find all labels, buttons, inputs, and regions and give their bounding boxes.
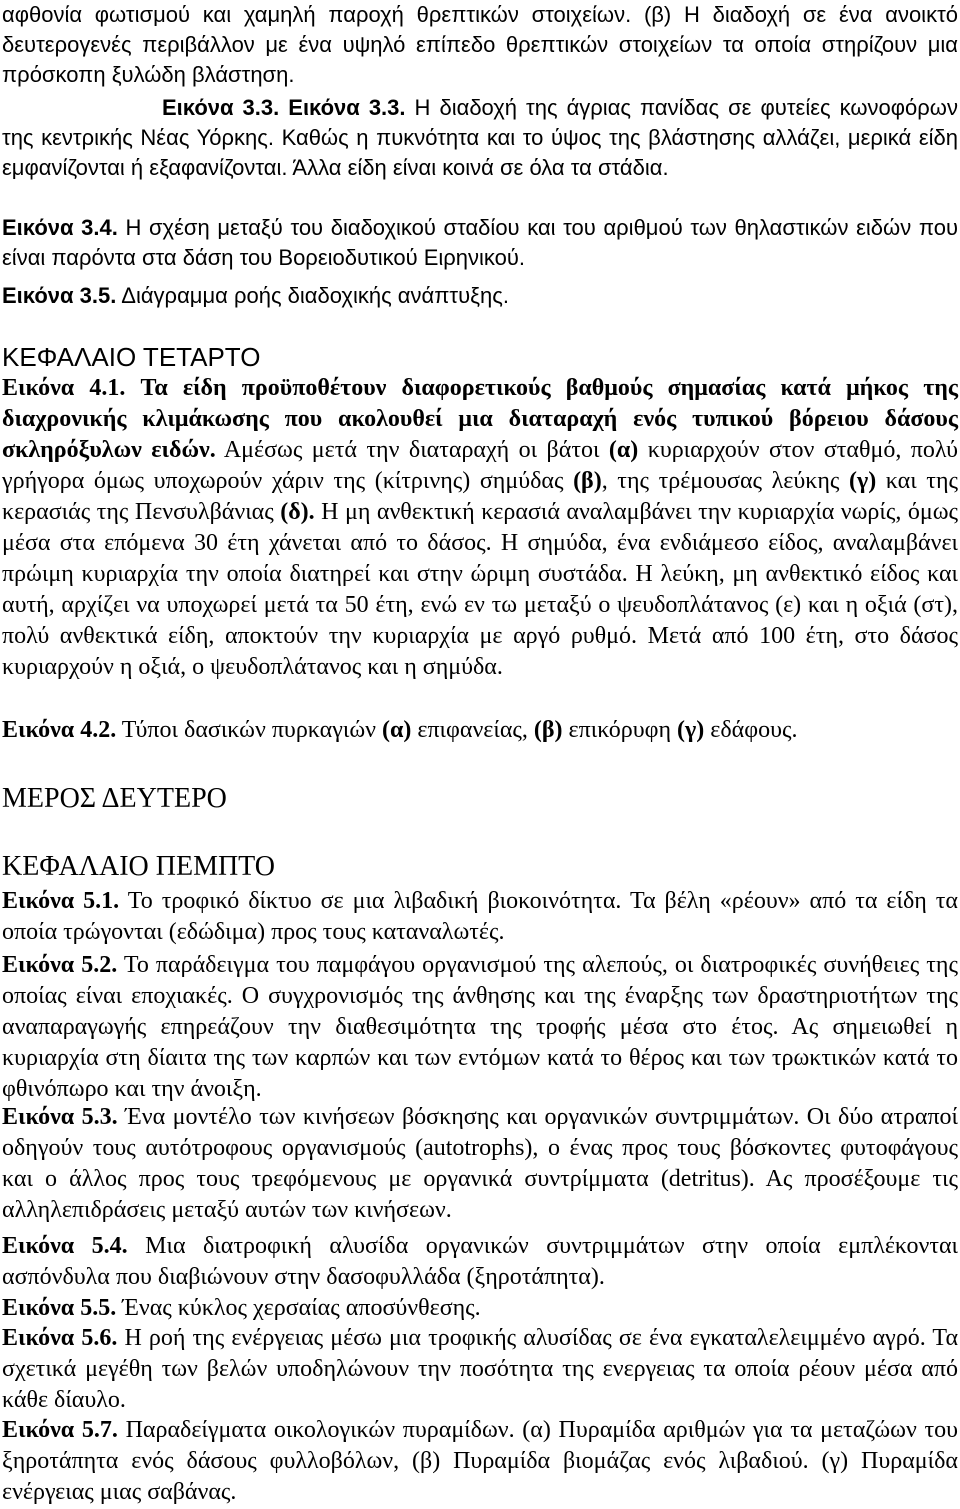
chapter-title: ΚΕΦΑΛΑΙΟ ΤΕΤΑΡΤΟ [2, 342, 261, 372]
caption-label: Εικόνα 5.3. [2, 1104, 118, 1130]
caption-text: Η σχέση μεταξύ του διαδοχικού σταδίου και του αριθμού των θηλαστικών ειδών που είναι παρόντα στα δάση του Βορειοδυτικού Ειρηνικού. [2, 215, 958, 270]
caption-fig-5-1 [2, 886, 958, 948]
intro-paragraph [2, 0, 958, 90]
marker-c: (γ) [848, 468, 877, 494]
caption-label: Εικόνα 3.5. [2, 283, 117, 308]
caption-fig-4-2 [2, 715, 958, 746]
caption-label: Εικόνα 3.4. [2, 215, 118, 240]
caption-label: Εικόνα 3.3. Εικόνα 3.3. [162, 95, 406, 120]
caption-bold-text: Τα είδη προϋποθέτουν διαφορετικούς βαθμούς σημασίας κατά μήκος της διαχρονικής κλιμάκωσης που ακολουθεί μια διαταραχή ενός τυπικού βόρειου δάσους σκληρόξυλων ειδών. [2, 375, 959, 463]
caption-text: Η ροή της ενέργειας μέσω μια τροφικής αλυσίδας σε ένα εγκαταλελειμμένο αγρό. Τα σχετικά μεγέθη των βελών υποδηλώνουν την ποσότητα της ενεργειας τα οποία ρέουν μέσα από κάθε δίαυλο. [2, 1325, 959, 1413]
caption-fig-3-4 [2, 213, 958, 273]
caption-text: Ένας κύκλος χερσαίας αποσύνθεσης. [122, 1295, 481, 1321]
chapter-heading-4 [2, 341, 958, 373]
caption-text: Μια διατροφική αλυσίδα οργανικών συντριμμάτων στην οποία εμπλέκονται ασπόνδυλα που διαβιώνουν στην δασοφυλλάδα (ξηροτάπητα). [2, 1233, 958, 1290]
caption-text: Το παράδειγμα του παμφάγου οργανισμού της αλεπούς, οι διατροφικές συνήθειες της οποίας είναι εποχιακές. Ο συγχρονισμός της άνθησης και της έναρξης των δραστηριοτήτων της αναπαραγωγής επηρεάζουν την διαθεσιμότητα της τροφής μέσα στο έτος. Ας σημειωθεί η κυριαρχία στη δίαιτα της των καρπών και των εντόμων κατά το θέρος και των τρωκτικών κατά το φθινόπωρο και την άνοιξη. [2, 952, 958, 1102]
caption-label: Εικόνα 5.6. [2, 1325, 118, 1351]
part-title: ΜΕΡΟΣ ΔΕΥΤΕΡΟ [2, 783, 227, 814]
marker-a: (α) [608, 437, 639, 463]
caption-text-part: Τύποι δασικών πυρκαγιών [121, 717, 376, 743]
caption-text-part: , της τρέμουσας λεύκης [601, 468, 840, 494]
caption-label: Εικόνα 4.1. [2, 375, 126, 401]
caption-text-part: εδάφους. [710, 717, 798, 743]
caption-text: Το τροφικό δίκτυο σε μια λιβαδική βιοκοινότητα. Τα βέλη «ρέουν» από τα είδη τα οποία τρώγονται (εδώδιμα) προς τους καταναλωτές. [2, 888, 959, 945]
caption-label: Εικόνα 5.1. [2, 888, 120, 914]
chapter-title: ΚΕΦΑΛΑΙΟ ΠΕΜΠΤΟ [2, 851, 275, 882]
caption-text: Παραδείγματα οικολογικών πυραμίδων. (α) Πυραμίδα αριθμών για τα μεταζώων του ξηροτάπητα ενός δάσους φυλλοβόλων, (β) Πυραμίδα βιομάζας ενός λιβαδιού. (γ) Πυραμίδα ενέργειας μιας σαβάνας. [2, 1417, 959, 1505]
caption-text-part: Η μη ανθεκτική κερασιά αναλαμβάνει την κυριαρχία νωρίς, όμως μέσα στα επόμενα 30 έτη χάνεται από το δάσος. Η σημύδα, ένα ενδιάμεσο είδος, αναλαμβάνει πρώιμη κυριαρχία την οποία διατηρεί και στην ώριμη συστάδα. Η λεύκη, μη ανθεκτικό είδος και αυτή, αρχίζει να υποχωρεί μετά τα 50 έτη, ενώ εν τω μεταξύ ο ψευδοπλάτανος (ε) και η οξιά (στ), πολύ ανθεκτικά είδη, αποκτούν την κυριαρχία με αργό ρυθμό. Μετά από 100 έτη, στο δάσος κυριαρχούν η οξιά, ο ψευδοπλάτανος και η σημύδα. [2, 499, 958, 680]
caption-fig-5-6 [2, 1323, 958, 1416]
caption-label: Εικόνα 4.2. [2, 717, 117, 743]
marker-b: (β) [533, 717, 563, 743]
caption-fig-5-4 [2, 1231, 958, 1293]
marker-b: (β) [573, 468, 602, 494]
caption-fig-4-1 [2, 373, 958, 683]
caption-fig-5-7 [2, 1415, 958, 1508]
caption-text-part: επιφανείας, [417, 717, 528, 743]
caption-label: Εικόνα 5.2. [2, 952, 118, 978]
caption-fig-5-3 [2, 1102, 958, 1226]
caption-label: Εικόνα 5.7. [2, 1417, 118, 1443]
caption-fig-5-2 [2, 950, 958, 1105]
caption-text-part: κυριαρχούν στον σταθμό, πολύ γρήγορα όμως υποχωρούν χάριν της (κίτρινης) σημύδας [2, 437, 959, 494]
caption-text: Ένα μοντέλο των κινήσεων βόσκησης και οργανικών συντριμμάτων. Οι δύο ατραποί οδηγούν τους αυτότροφους οργανισμούς (autotrophs), ο ένας προς τους βόσκοντες φυτοφάγους και ο άλλος προς τους τρεφόμενους με οργανικά συντρίμματα (detritus). Ας προσέξουμε τις αλληλεπιδράσεις μεταξύ αυτών των κινήσεων. [2, 1104, 959, 1223]
part-heading-2 [2, 782, 958, 816]
caption-fig-3-3 [2, 93, 958, 183]
intro-text: αφθονία φωτισμού και χαμηλή παροχή θρεπτικών στοιχείων. (β) Η διαδοχή σε ένα ανοικτό δευτερογενές περιβάλλον με ένα υψηλό επίπεδο θρεπτικών στοιχείων τα οποία στηρίζουν μια πρόσκοπη ξυλώδη βλάστηση. [2, 2, 958, 87]
chapter-heading-5 [2, 850, 958, 884]
caption-text-part: Αμέσως μετά την διαταραχή οι βάτοι [223, 437, 600, 463]
marker-d: (δ). [280, 499, 315, 525]
marker-a: (α) [381, 717, 412, 743]
caption-text-part: και της κερασιάς της Πενσυλβάνιας [2, 468, 959, 525]
caption-fig-3-5 [2, 281, 958, 311]
caption-label: Εικόνα 5.5. [2, 1295, 117, 1321]
caption-text: Διάγραμμα ροής διαδοχικής ανάπτυξης. [121, 283, 509, 308]
caption-text: Η διαδοχή της άγριας πανίδας σε φυτείες κωνοφόρων της κεντρικής Νέας Υόρκης. Καθώς η πυκνότητα και το ύψος της βλάστησης αλλάζει, μερικά είδη εμφανίζονται ή εξαφανίζονται. Άλλα είδη είναι κοινά σε όλα τα στάδια. [2, 95, 958, 180]
caption-fig-5-5 [2, 1293, 958, 1324]
caption-text-part: επικόρυφη [568, 717, 672, 743]
caption-label: Εικόνα 5.4. [2, 1233, 128, 1259]
marker-c: (γ) [677, 717, 705, 743]
